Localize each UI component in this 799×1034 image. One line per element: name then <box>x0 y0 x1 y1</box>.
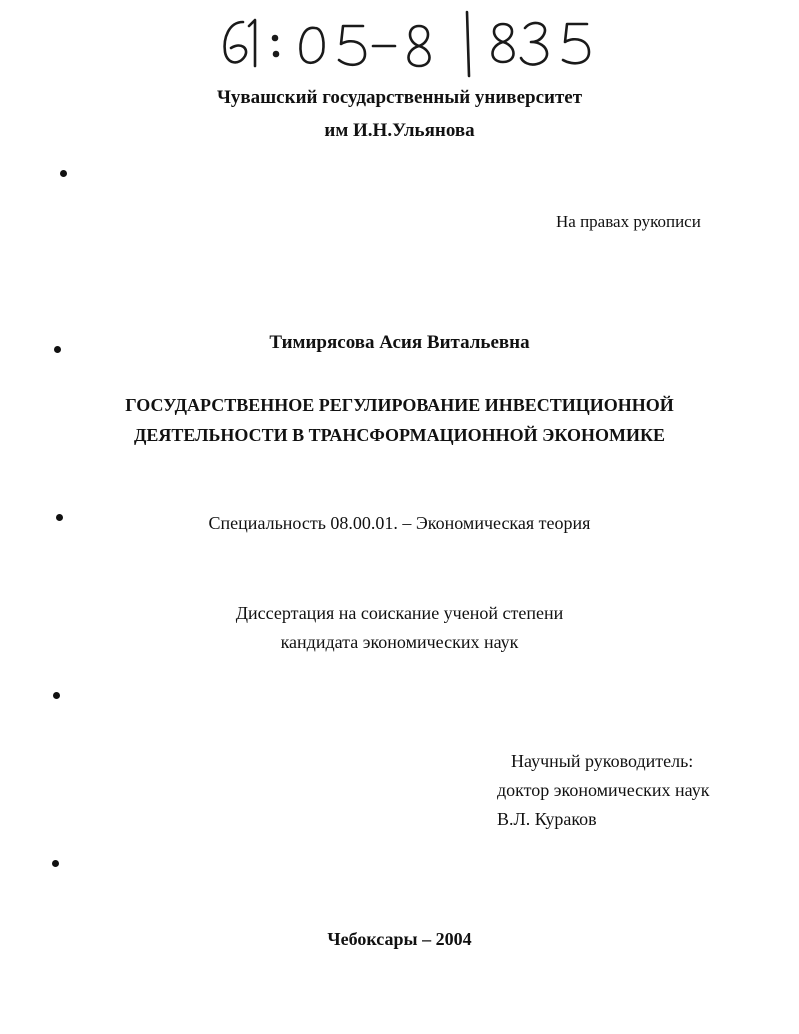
specialty: Специальность 08.00.01. – Экономическая теория <box>208 513 591 533</box>
university-name-line2: им И.Н.Ульянова <box>324 120 475 141</box>
supervisor-degree: доктор экономических наук <box>497 780 710 800</box>
margin-dot <box>60 170 67 177</box>
margin-dot <box>56 514 63 521</box>
rights-note: На правах рукописи <box>556 212 701 231</box>
supervisor-label: Научный руководитель: <box>511 751 694 771</box>
degree-statement-line1: Диссертация на соискание ученой степени <box>235 603 564 623</box>
dissertation-title-line1: ГОСУДАРСТВЕННОЕ РЕГУЛИРОВАНИЕ ИНВЕСТИЦИОННОЙ <box>125 395 674 415</box>
margin-dot <box>52 860 59 867</box>
handwritten-archive-code <box>215 8 595 80</box>
margin-dot <box>53 692 60 699</box>
author-name: Тимирясова Асия Витальевна <box>269 332 530 353</box>
margin-dot <box>54 346 61 353</box>
university-name: Чувашский государственный университет <box>216 87 583 108</box>
dissertation-title-line2: ДЕЯТЕЛЬНОСТИ В ТРАНСФОРМАЦИОННОЙ ЭКОНОМИКЕ <box>133 425 666 445</box>
degree-statement-line2: кандидата экономических наук <box>280 632 519 652</box>
city-year: Чебоксары – 2004 <box>327 929 472 949</box>
supervisor-name: В.Л. Кураков <box>497 809 597 829</box>
